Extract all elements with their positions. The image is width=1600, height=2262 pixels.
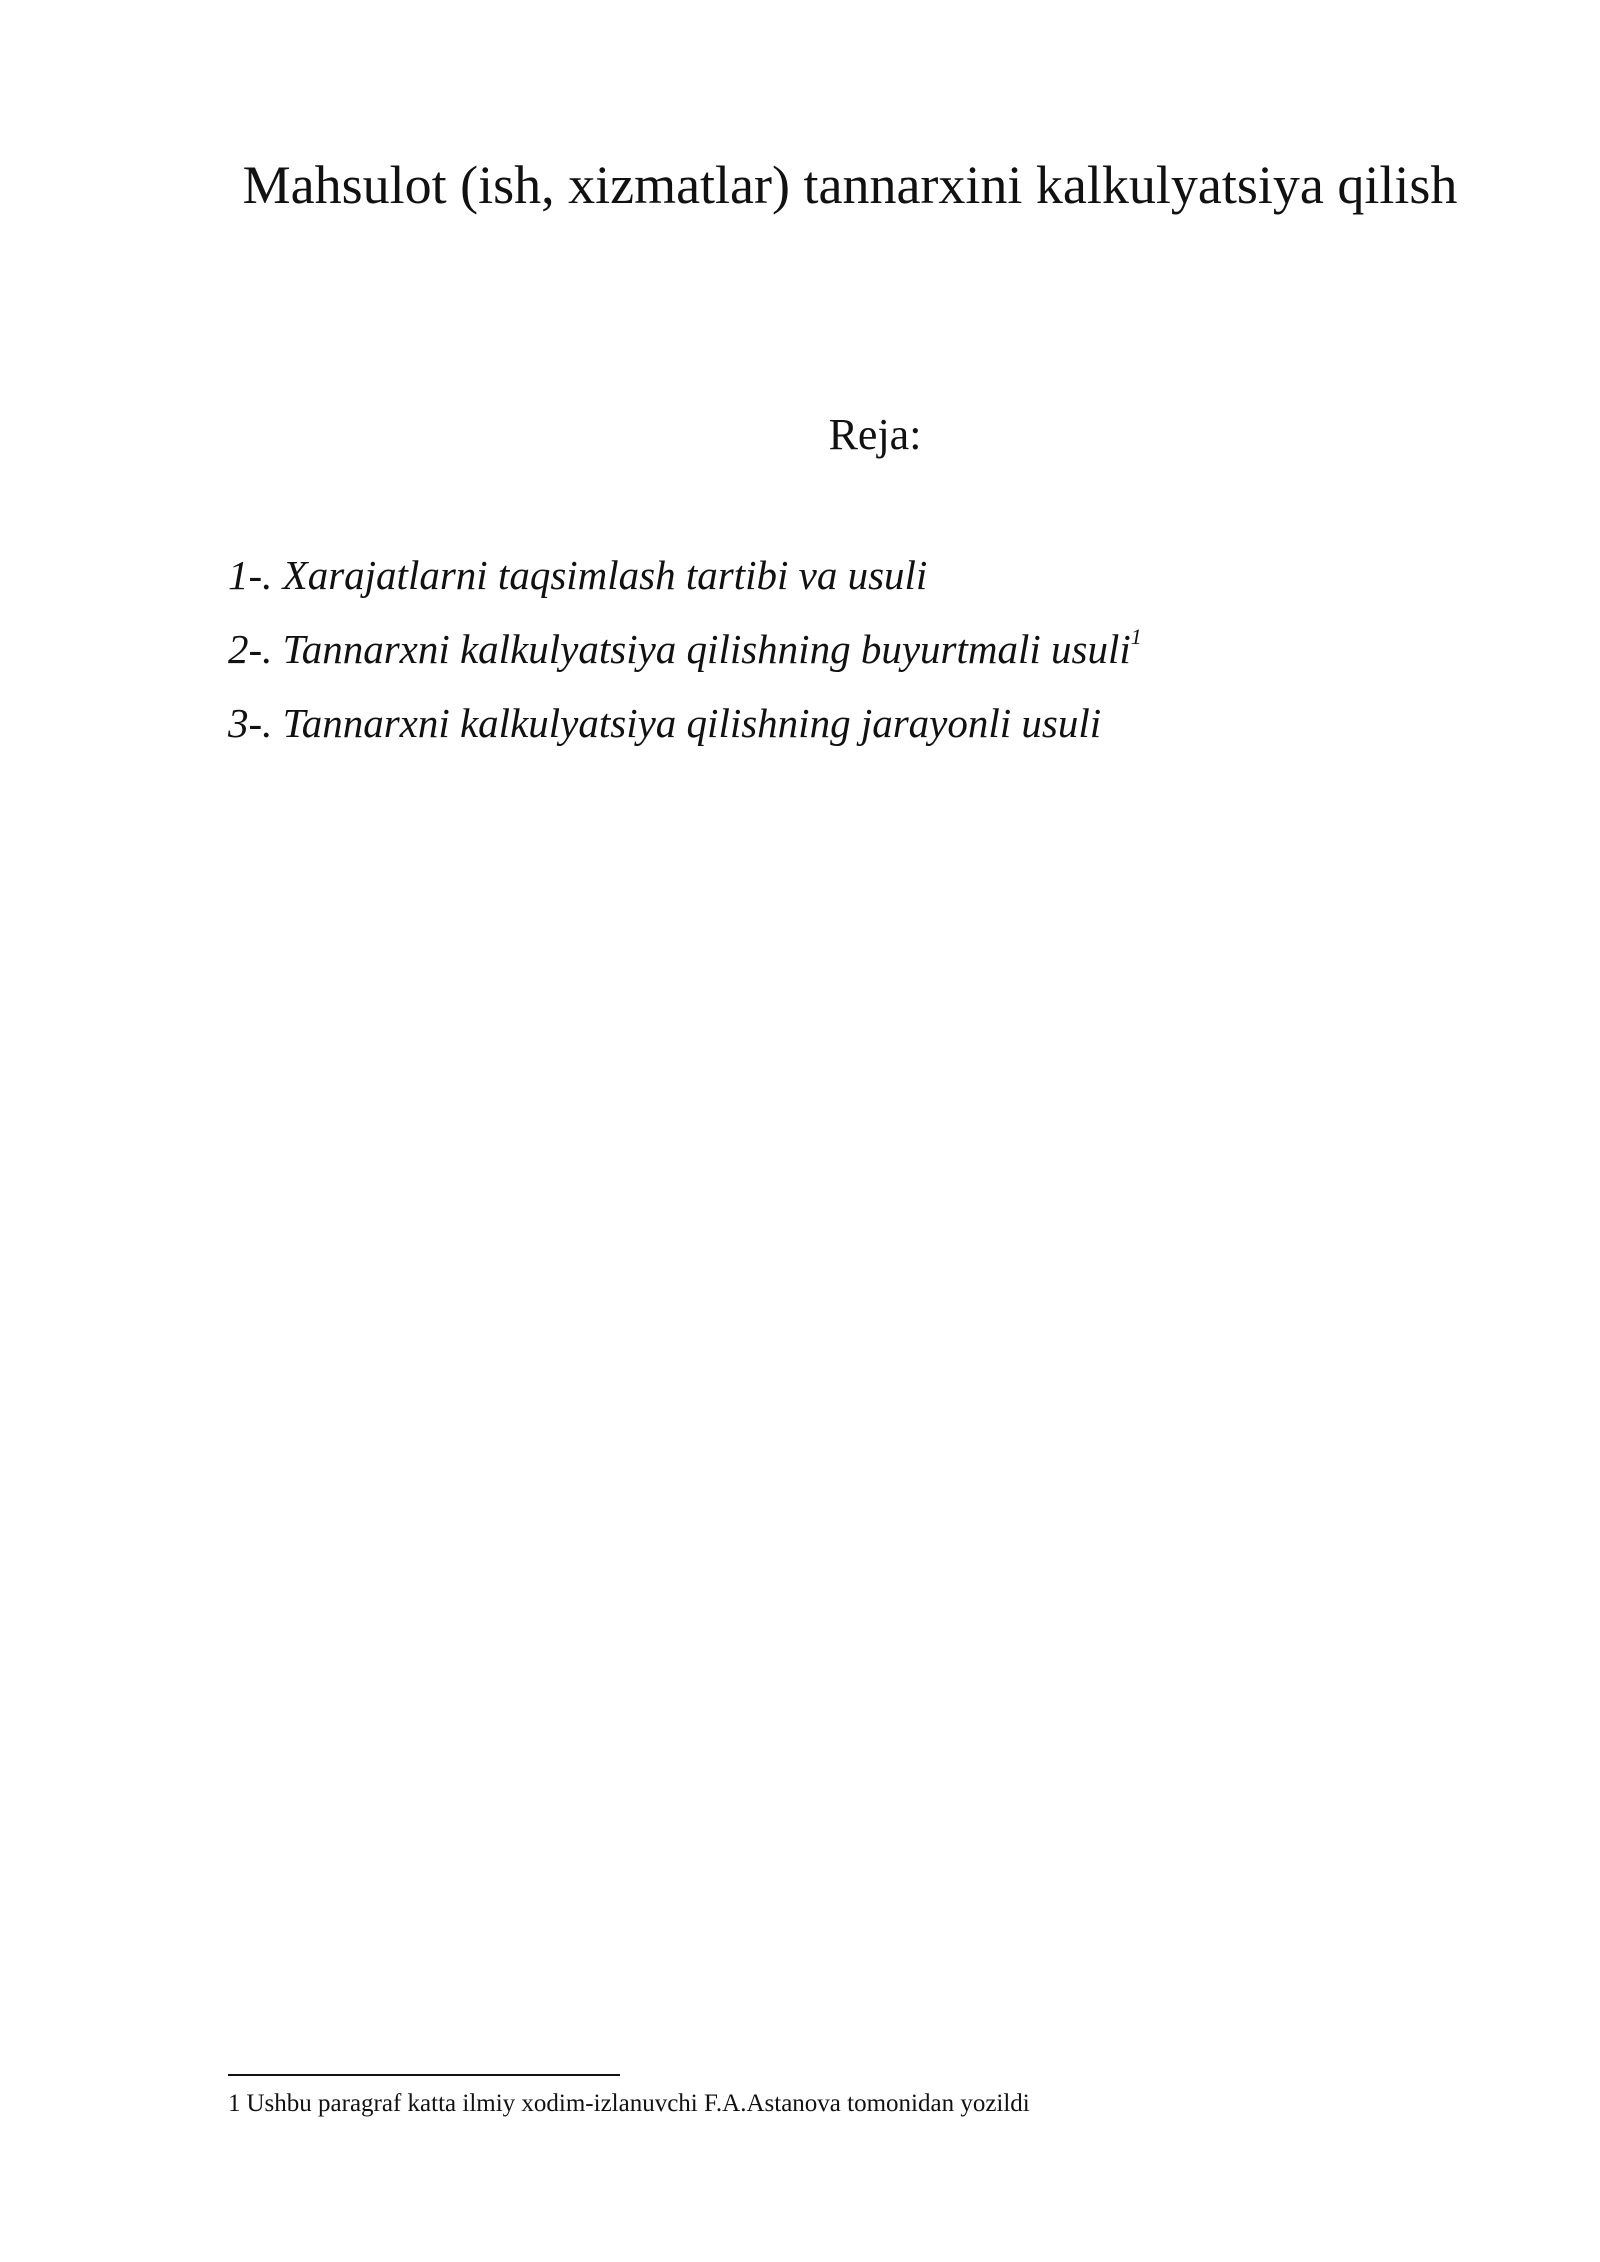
- plan-item: [228, 624, 1428, 674]
- plan-heading: Reja:: [828, 410, 922, 459]
- plan-list: [228, 550, 1428, 772]
- plan-item-text: Xarajatlarni taqsimlash tartibi va usuli: [282, 552, 928, 598]
- plan-item: [228, 550, 1428, 600]
- footnote-separator: [228, 2074, 620, 2076]
- footnote-text: Ushbu paragraf katta ilmiy xodim-izlanuvchi F.A.Astanova tomonidan yozildi: [246, 2090, 1030, 2117]
- plan-item-number: 3-.: [228, 700, 273, 746]
- footnote-reference[interactable]: 1: [1130, 624, 1142, 650]
- plan-item: [228, 698, 1428, 748]
- plan-item-text: Tannarxni kalkulyatsiya qilishning jarayonli usuli: [282, 700, 1102, 746]
- plan-item-text: Tannarxni kalkulyatsiya qilishning buyurtmali usuli: [282, 626, 1131, 672]
- footnote: [228, 2088, 1428, 2120]
- plan-item-number: 1-.: [228, 552, 273, 598]
- plan-item-number: 2-.: [228, 626, 273, 672]
- document-title: Mahsulot (ish, xizmatlar) tannarxini kalkulyatsiya qilish: [242, 155, 1458, 215]
- footnote-marker: 1: [228, 2090, 241, 2117]
